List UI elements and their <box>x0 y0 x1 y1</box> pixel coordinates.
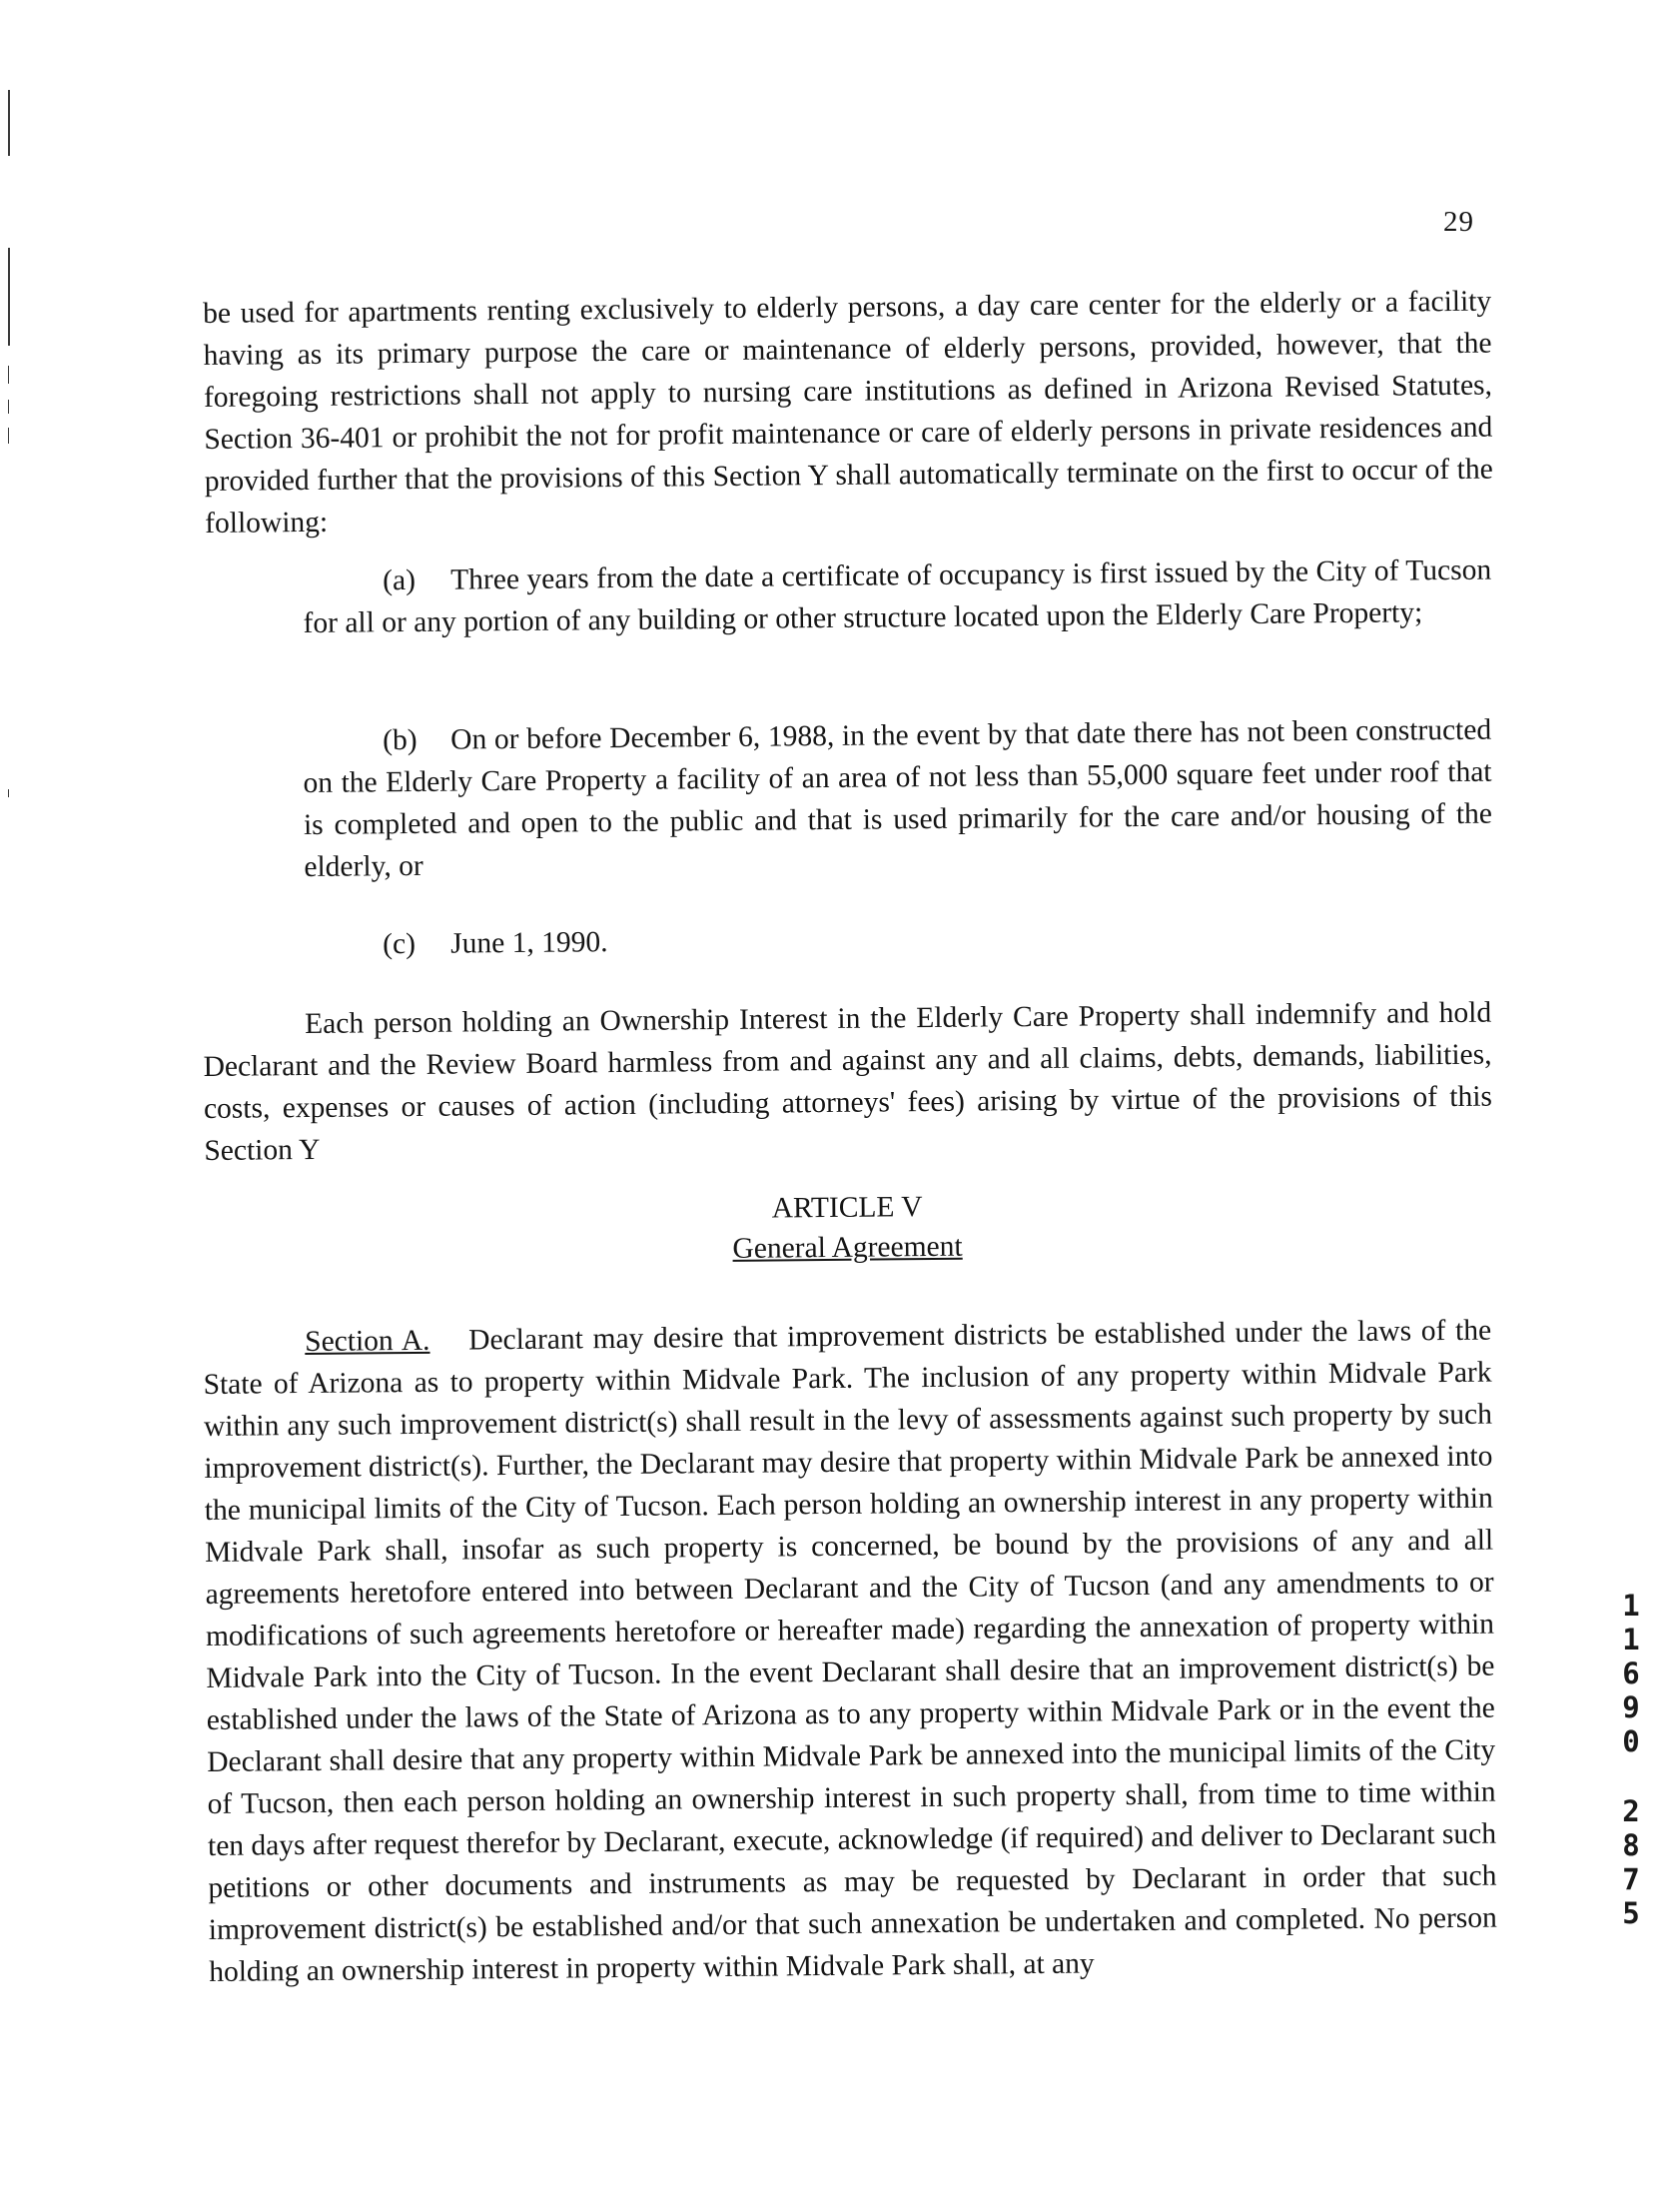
list-item-c <box>203 913 1491 967</box>
page-digit: 8 <box>1622 1828 1640 1862</box>
intro-paragraph: be used for apartments renting exclusively to elderly persons, a day care center for the elderly or a facility having as its primary purpose the care or maintenance of elderly persons, provided, however, that the foregoing restrictions shall not apply to nursing care institutions as defined in Arizona Revised Statutes, Section 36-401 or prohibit the not for profit maintenance or care of elderly persons in private residences and provided further that the provisions of this Section Y shall automatically terminate on the first to occur of the following: <box>203 285 1493 540</box>
scan-edge-mark <box>8 248 10 346</box>
item-label-a: (a) <box>383 563 417 597</box>
indemnify-block <box>203 992 1493 1172</box>
docket-digit: 9 <box>1622 1690 1640 1724</box>
item-c-block <box>203 913 1491 967</box>
list-item-b <box>203 709 1493 889</box>
docket-digit: 0 <box>1622 1724 1640 1758</box>
scan-edge-mark <box>8 400 9 414</box>
scan-edge-mark <box>8 789 9 797</box>
intro-paragraph-block <box>203 281 1493 545</box>
scan-edge-mark <box>8 366 9 384</box>
item-text-a: Three years from the date a certificate of occupancy is first issued by the City of Tucson for all or any portion of any building or other structure located upon the Elderly Care Property; <box>303 553 1492 640</box>
list-item-a <box>203 550 1492 645</box>
item-text-b: On or before December 6, 1988, in the event by that date there has not been constructed on the Elderly Care Property a facility of an area of not less than 55,000 square feet under roof that is completed and open to the public and that is used primarily for the care and/or housing of the elderly, or <box>303 713 1493 884</box>
article-heading <box>203 1182 1492 1274</box>
item-text-c: June 1, 1990. <box>450 926 608 960</box>
item-a-block <box>203 550 1492 645</box>
page-digit: 2 <box>1622 1794 1640 1828</box>
item-label-b: (b) <box>383 723 418 757</box>
indemnify-paragraph: Each person holding an Ownership Interest in the Elderly Care Property shall indemnify and hold Declarant and the Review Board harmless from and against any and all claims, debts, demands, liabilities, costs, expenses or causes of action (including attorneys' fees) arising by virtue of the provisions of this Section Y <box>203 996 1493 1167</box>
docket-digit: 1 <box>1622 1623 1640 1656</box>
recording-stamp <box>1611 1589 1651 1930</box>
article-title: ARTICLE V <box>771 1191 923 1225</box>
stamp-gap <box>1611 1758 1651 1794</box>
article-subtitle: General Agreement <box>732 1230 963 1265</box>
docket-digit: 6 <box>1622 1656 1640 1690</box>
item-b-block <box>203 709 1493 889</box>
item-label-c: (c) <box>383 927 417 961</box>
section-a-label: Section A. <box>305 1324 430 1359</box>
docket-digit: 1 <box>1622 1589 1640 1623</box>
section-a-paragraph <box>203 1310 1497 1993</box>
page-digit: 7 <box>1622 1862 1640 1896</box>
section-a-text: Declarant may desire that improvement districts be established under the laws of the State of Arizona as to property within Midvale Park. The inclusion of any property within Midvale Park within any such improvement district(s) shall result in the levy of assessments against such property by such improvement district(s). Further, the Declarant may desire that property within Midvale Park be annexed into the municipal limits of the City of Tucson. Each person holding an ownership interest in any property within Midvale Park shall, insofar as such property is concerned, be bound by the provisions of any and all agreements heretofore entered into between Declarant and the City of Tucson (and any amendments to or modifications of such agreements heretofore or hereafter made) regarding the annexation of property within Midvale Park into the City of Tucson. In the event Declarant shall desire that an improvement district(s) be established under the laws of the State of Arizona as to any property within Midvale Park or in the event the Declarant shall desire that any property within Midvale Park be annexed into the municipal limits of the City of Tucson, then each person holding an ownership interest in such property shall, from time to time within ten days after request therefor by Declarant, execute, acknowledge (if required) and deliver to Declarant such petitions or other documents and instruments as may be requested by Declarant in order that such improvement district(s) be established and/or that such annexation be undertaken and completed. No person holding an ownership interest in property within Midvale Park shall, at any <box>203 1314 1497 1988</box>
scan-edge-mark <box>8 90 10 156</box>
section-a-block <box>203 1310 1497 1993</box>
page-number: 29 <box>1443 206 1474 238</box>
page-digit: 5 <box>1622 1896 1640 1930</box>
scan-edge-mark <box>8 428 9 444</box>
